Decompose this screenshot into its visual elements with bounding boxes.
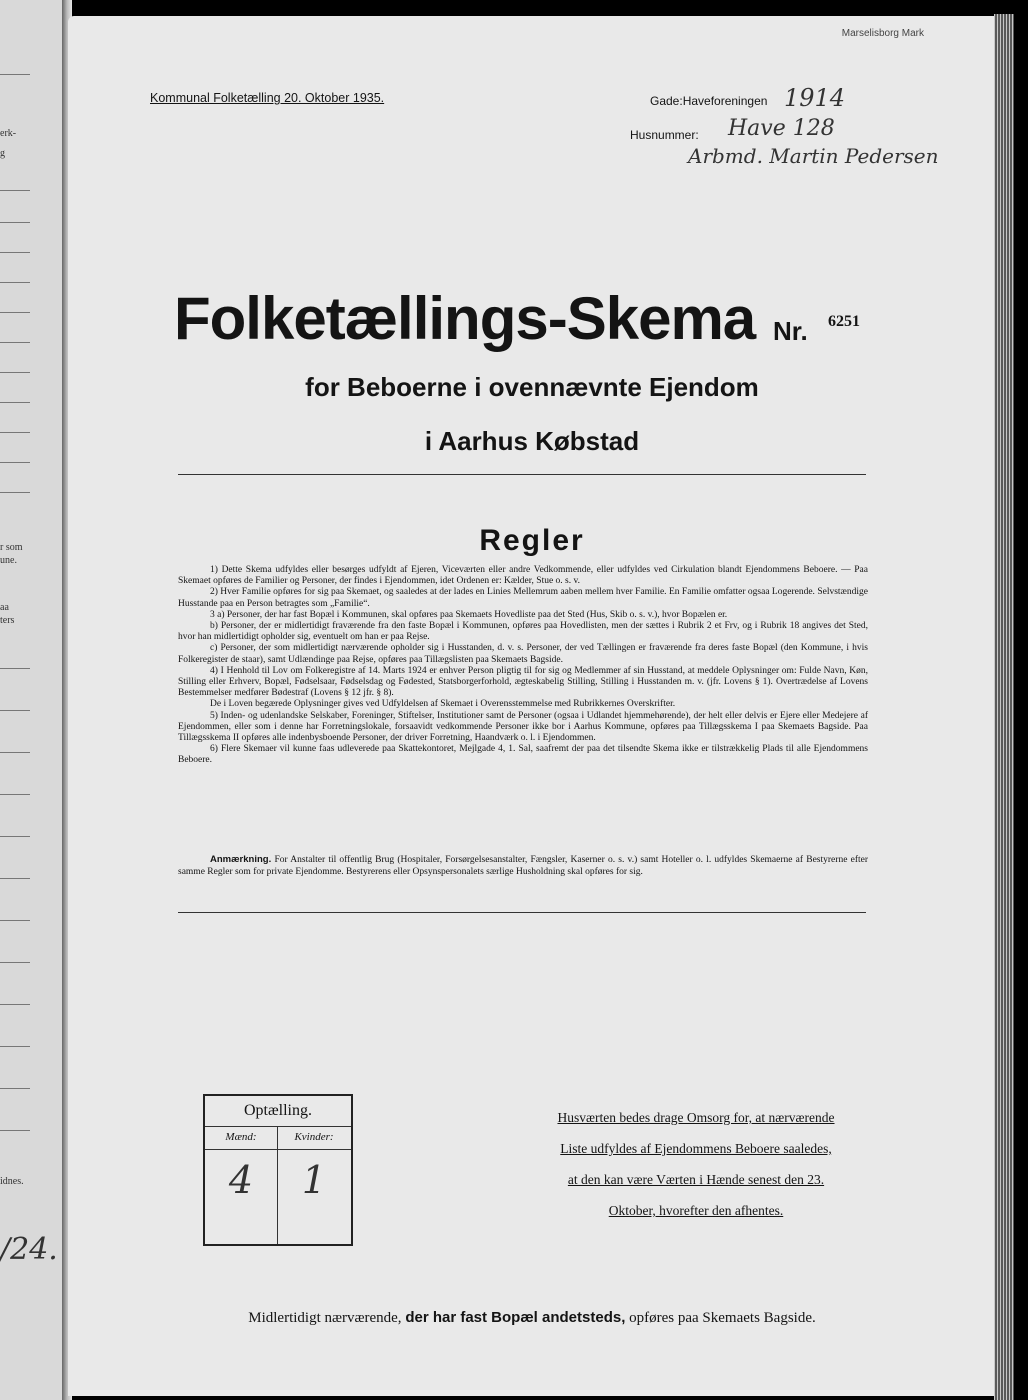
notice-line: Oktober, hvorefter den afhentes.: [608, 1203, 784, 1218]
ledger-line: [0, 920, 30, 921]
ledger-line: [0, 836, 30, 837]
ledger-line: [0, 342, 30, 343]
notice-line: Husværten bedes drage Omsorg for, at nærværende: [557, 1110, 835, 1125]
footer-text: Midlertidigt nærværende,: [248, 1310, 406, 1326]
page-fragment: une.: [0, 555, 17, 566]
ledger-line: [0, 492, 30, 493]
footer-text: opføres paa Skemaets Bagside.: [625, 1310, 816, 1326]
ledger-line: [0, 794, 30, 795]
ledger-line: [0, 190, 30, 191]
street-handwritten: 1914: [784, 84, 846, 112]
ledger-line: [0, 252, 30, 253]
page-fragment: aa: [0, 602, 9, 613]
rule-paragraph: b) Personer, der er midlertidigt fraværende fra den faste Bopæl i Kommunen, opføres paa Hovedlisten, men der sættes i Rubrik 2 et Frv, og i Rubrik 18 angives det Sted, hvor han midlertidigt opholder sig, eventuelt om han er paa Rejse.: [178, 621, 868, 643]
count-box: [203, 1094, 353, 1246]
page-fragment: r som: [0, 542, 23, 553]
ledger-line: [0, 312, 30, 313]
ledger-line: [0, 402, 30, 403]
form-subtitle: for Beboerne i ovennævnte Ejendom: [305, 372, 759, 402]
ledger-line: [0, 668, 30, 669]
ledger-line: [0, 1004, 30, 1005]
ledger-line: [0, 74, 30, 75]
house-number-label: Husnummer:: [630, 128, 699, 142]
divider: [178, 912, 866, 913]
rule-paragraph: De i Loven begærede Oplysninger gives ved Udfyldelsen af Skemaet i Overensstemmelse med Rubrikkernes Overskrifter.: [210, 699, 676, 710]
rule-paragraph: 2) Hver Familie opføres for sig paa Skemaet, og saaledes at der lades en Linies Mellemrum aaben mellem hver Familie. En Familie omfatter ogsaa Logerende. Selvstændige Husstande paa en Person betragtes som „Familie“.: [178, 587, 868, 609]
remark: [178, 854, 868, 878]
ledger-line: [0, 1130, 30, 1131]
census-form-page: [68, 16, 996, 1396]
ledger-line: [0, 1046, 30, 1047]
men-label: Mænd:: [225, 1131, 257, 1143]
divider: [178, 474, 866, 475]
page-fragment: ters: [0, 615, 15, 626]
form-number-value: 6251: [828, 313, 860, 330]
ledger-line: [0, 962, 30, 963]
resident-name-handwritten: Arbmd. Martin Pedersen: [688, 144, 939, 168]
men-count: 4: [228, 1158, 254, 1202]
page-fragment: g: [0, 148, 5, 159]
handwritten-fragment: /24.: [0, 1232, 58, 1267]
ledger-line: [0, 432, 30, 433]
ledger-line: [0, 1088, 30, 1089]
ledger-line: [0, 710, 30, 711]
form-title: Folketællings-Skema: [174, 285, 756, 352]
house-number-handwritten: Have 128: [728, 116, 835, 141]
previous-page-edge: [0, 0, 65, 1400]
rule-paragraph: 6) Flere Skemaer vil kunne faas udleverede paa Skattekontoret, Mejlgade 4, 1. Sal, saafremt der paa det tilsendte Skema ikke er tilstrækkelig Plads til alle Ejendommens Beboere.: [178, 744, 868, 766]
ledger-line: [0, 752, 30, 753]
street-label: Gade:Haveforeningen: [650, 94, 768, 108]
rule-paragraph: 5) Inden- og udenlandske Selskaber, Foreninger, Stiftelser, Institutioner samt de Personer (ogsaa i Udlandet hjemmehørende), der helt eller delvis er Ejere eller Medejere af Ejendommen, eller som i denne har Forretningslokale, forsaavidt vedkommende Personer ikke bor i Aarhus Kommune, opføres paa Tillægsskema I paa Skemaets Bagside. Paa Tillægsskema II opføres alle indenbysboende Personer, der driver Forretning, Haandværk o. l. i Ejendommen.: [178, 710, 868, 744]
page-stack-edge: [994, 14, 1014, 1400]
census-title: Kommunal Folketælling 20. Oktober 1935.: [150, 91, 385, 105]
corner-note: Marselisborg Mark: [841, 28, 924, 39]
notice-line: at den kan være Værten i Hænde senest den 23.: [567, 1172, 825, 1187]
remark-text: For Anstalter til offentlig Brug (Hospitaler, Forsørgelsesanstalter, Fængsler, Kaserner o. s. v.) samt Hoteller o. l. udfyldes Skemaerne af Bestyrerne efter samme Regler som for private Ejendomme. Bestyrerens eller Opsynspersonalets særlige Husholdning skal opføres for sig.: [178, 855, 868, 877]
ledger-line: [0, 222, 30, 223]
notice-line: Liste udfyldes af Ejendommens Beboere saaledes,: [560, 1141, 832, 1156]
women-count: 1: [301, 1158, 327, 1202]
rules-heading: Regler: [479, 524, 585, 557]
rule-paragraph: 3 a) Personer, der har fast Bopæl i Kommunen, skal opføres paa Skemaets Hovedliste paa det Sted (Hus, Skib o. s. v.), hvor Bopælen er.: [210, 609, 728, 620]
ledger-line: [0, 878, 30, 879]
page-fragment: idnes.: [0, 1176, 24, 1187]
rule-paragraph: 4) I Henhold til Lov om Folkeregistre af 14. Marts 1924 er enhver Person pligtig til for sig og Medlemmer af sin Husstand, at meddele Oplysninger om: Fulde Navn, Køn, Stilling eller Erhverv, Bopæl, Fødselsaar, Fødselsdag og Fødested, Statsborgerforhold, ægteskabelig Stilling, Stilling i Husstanden m. v. (jfr. Lovens § 1). Overtrædelse af Lovens Bestemmelser medfører Bødestraf (Lovens § 12 jfr. § 8).: [178, 665, 868, 699]
footer-emphasis: der har fast Bopæl andetsteds,: [405, 1309, 626, 1326]
form-number-label: Nr.: [773, 316, 808, 346]
footer-note: [68, 1309, 996, 1327]
women-label: Kvinder:: [294, 1131, 334, 1143]
rule-paragraph: c) Personer, der som midlertidigt nærværende opholder sig i Husstanden, d. v. s. Personer, der ved Tællingen er fraværende fra deres faste Bopæl (den Kommune, i hvis Folkeregister de staar), samt Udlændinge paa Rejse, opføres paa Tillægslisten paa Skemaets Bagside.: [178, 643, 868, 665]
form-subtitle-city: i Aarhus Købstad: [424, 426, 640, 456]
remark-label: Anmærkning.: [210, 854, 272, 865]
rule-paragraph: 1) Dette Skema udfyldes eller besørges udfyldt af Ejeren, Viceværten eller andre Vedkommende, eller udfyldes ved Cirkulation blandt Ejendommens Beboere. — Paa Skemaet opføres de Familier og Personer, der findes i Ejendommen, idet Ordenen er: Kælder, Stue o. s. v.: [178, 565, 868, 587]
rules-text: [178, 565, 868, 767]
count-title: Optælling.: [243, 1102, 312, 1119]
landlord-notice: [496, 1102, 896, 1226]
ledger-line: [0, 462, 30, 463]
page-fragment: erk-: [0, 128, 17, 139]
ledger-line: [0, 372, 30, 373]
ledger-line: [0, 282, 30, 283]
